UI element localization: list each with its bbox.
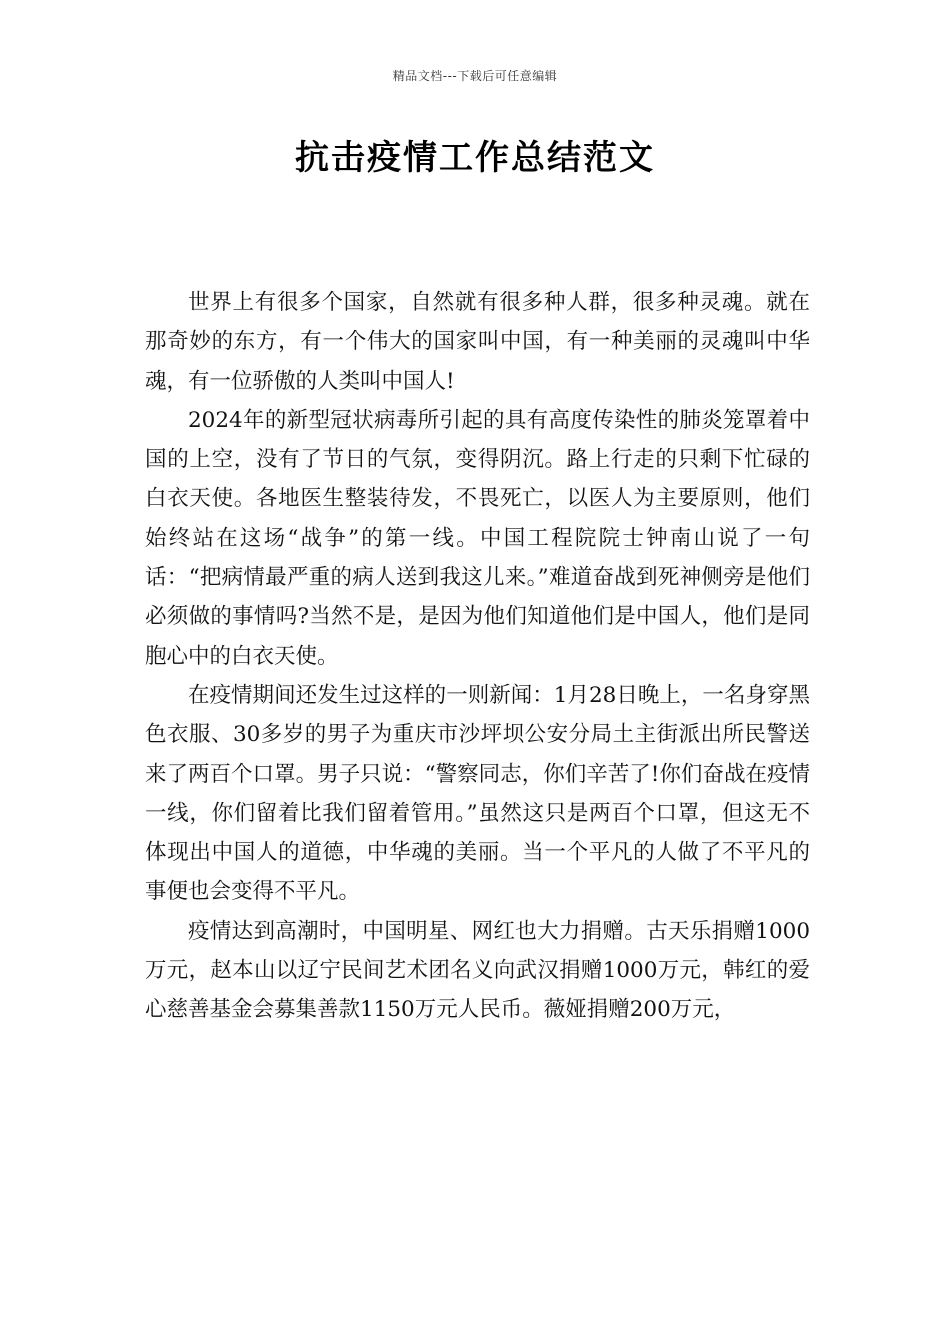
document-title: 抗击疫情工作总结范文 xyxy=(295,138,655,178)
header-note: 精品文档---下载后可任意编辑 xyxy=(392,69,558,83)
document-body xyxy=(145,283,810,1030)
paragraph: 世界上有很多个国家，自然就有很多种人群，很多种灵魂。就在那奇妙的东方，有一个伟大的国家叫中国，有一种美丽的灵魂叫中华魂，有一位骄傲的人类叫中国人! xyxy=(145,290,810,394)
paragraph: 疫情达到高潮时，中国明星、网红也大力捐赠。古天乐捐赠1000万元，赵本山以辽宁民间艺术团名义向武汉捐赠1000万元，韩红的爱心慈善基金会募集善款1150万元人民币。薇娅捐赠200万元， xyxy=(145,918,810,1023)
paragraph: 2024年的新型冠状病毒所引起的具有高度传染性的肺炎笼罩着中国的上空，没有了节日的气氛，变得阴沉。路上行走的只剩下忙碌的白衣天使。各地医生整装待发，不畏死亡，以医人为主要原则，他们始终站在这场“战争”的第一线。中国工程院院士钟南山说了一句话：“把病情最严重的病人送到我这儿来。”难道奋战到死神侧旁是他们必须做的事情吗?当然不是，是因为他们知道他们是中国人，他们是同胞心中的白衣天使。 xyxy=(145,407,810,669)
paragraph: 在疫情期间还发生过这样的一则新闻：1月28日晚上，一名身穿黑色衣服、30多岁的男子为重庆市沙坪坝公安分局土主街派出所民警送来了两百个口罩。男子只说：“警察同志，你们辛苦了!你们奋战在疫情一线，你们留着比我们留着管用。”虽然这只是两百个口罩，但这无不体现出中国人的道德，中华魂的美丽。当一个平凡的人做了不平凡的事便也会变得不平凡。 xyxy=(145,682,810,905)
